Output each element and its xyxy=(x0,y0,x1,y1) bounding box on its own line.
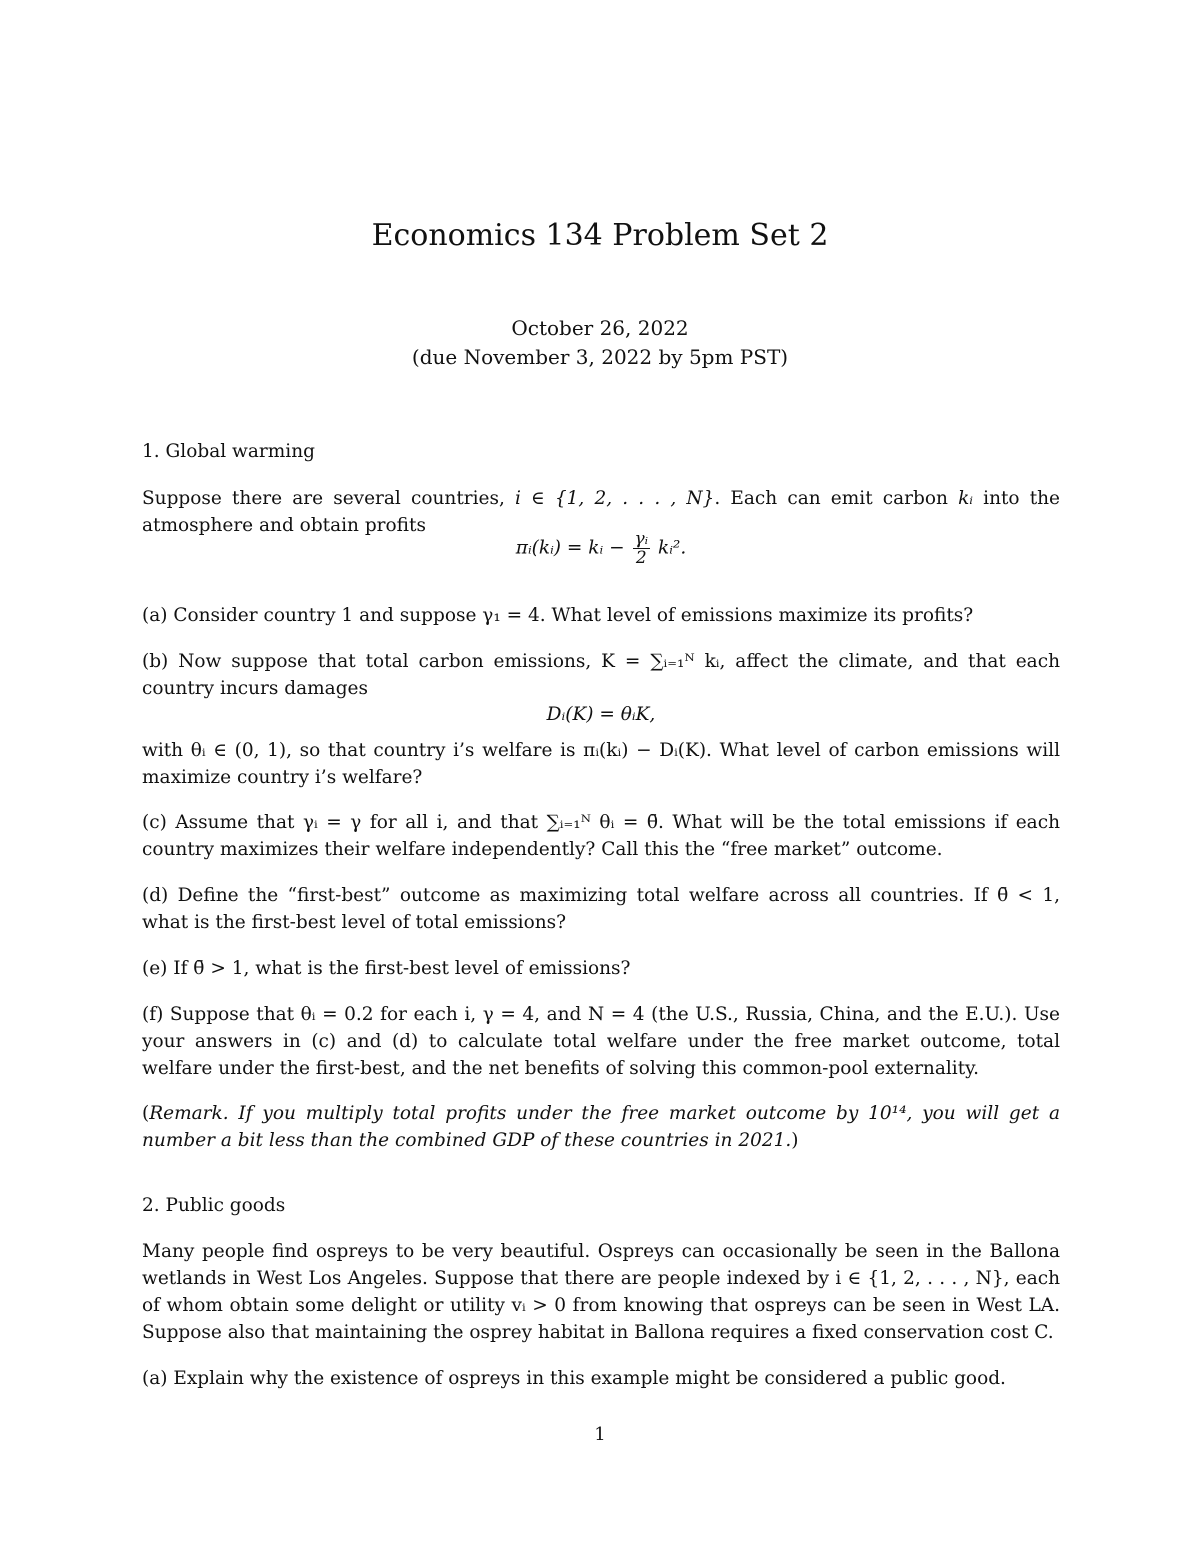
q1-part-b-text-1: (b) Now suppose that total carbon emissions, K = ∑ᵢ₌₁ᴺ kᵢ, affect the climate, and that each country incurs damages xyxy=(142,651,1060,699)
q1-part-a: (a) Consider country 1 and suppose γ₁ = 4. What level of emissions maximize its profits? xyxy=(142,605,974,626)
profit-fraction-num: γᵢ xyxy=(634,529,649,549)
q1-part-f: (f) Suppose that θᵢ = 0.2 for each i, γ = 4, and N = 4 (the U.S., Russia, China, and the E.U.). Use your answers in (c) and (d) to calculate total welfare under the free market outcome, total welfare under the first-best, and the net benefits of solving this common-pool externality. xyxy=(142,1004,1060,1079)
q1-heading: 1. Global warming xyxy=(142,441,315,462)
q2-part-a: (a) Explain why the existence of ospreys in this example might be considered a public good. xyxy=(142,1368,1006,1389)
remark-open: ( xyxy=(142,1103,150,1124)
q1-part-e-block xyxy=(142,955,1060,982)
q1-intro-c: into the atmosphere and obtain profits xyxy=(142,488,1060,536)
q2-heading-block xyxy=(142,1192,1060,1219)
due-date: (due November 3, 2022 by 5pm PST) xyxy=(411,345,789,369)
remark-block xyxy=(142,1100,1060,1154)
profit-fraction-den: 2 xyxy=(635,548,647,568)
q1-part-d-block xyxy=(142,882,1060,936)
damage-equation: Dᵢ(K) = θᵢK, xyxy=(546,704,656,725)
document-title: Economics 134 Problem Set 2 xyxy=(371,218,829,253)
q2-intro: Many people find ospreys to be very beautiful. Ospreys can occasionally be seen in the Ballona wetlands in West Los Angeles. Suppose that there are people indexed by i ∈ {1, 2, . . . , N}, each of whom obtain some delight or utility vᵢ > 0 from knowing that ospreys can be seen in West LA. Suppose also that maintaining the osprey habitat in Ballona requires a fixed conservation cost C. xyxy=(142,1241,1060,1343)
q1-heading-block xyxy=(142,438,1060,465)
remark-label: Remark. xyxy=(149,1103,229,1124)
remark-close: ) xyxy=(791,1130,799,1151)
profit-rhs: kᵢ². xyxy=(657,537,687,559)
remark xyxy=(142,1100,1060,1154)
q1-part-c: (c) Assume that γᵢ = γ for all i, and that ∑ᵢ₌₁ᴺ θᵢ = θ̄. What will be the total emissions if each country maximizes their welfare independently? Call this the “free market” outcome. xyxy=(142,812,1060,860)
page-number: 1 xyxy=(594,1424,606,1445)
profit-equation xyxy=(142,530,1060,567)
q2-intro-block xyxy=(142,1238,1060,1346)
document-dates xyxy=(0,314,1200,372)
q2-part-a-block xyxy=(142,1365,1060,1392)
issue-date: October 26, 2022 xyxy=(511,316,689,340)
q1-intro-b: . Each can emit carbon xyxy=(714,488,959,509)
q1-part-e: (e) If θ̄ > 1, what is the first-best level of emissions? xyxy=(142,958,631,979)
remark-text: If you multiply total profits under the free market outcome by 10¹⁴, you will get a number a bit less than the combined GDP of these countries in 2021. xyxy=(142,1103,1060,1151)
q2-heading: 2. Public goods xyxy=(142,1195,286,1216)
q1-part-c-block xyxy=(142,809,1060,863)
q1-part-a-block xyxy=(142,602,1060,629)
q1-intro-k: kᵢ xyxy=(958,488,973,509)
q1-part-f-block xyxy=(142,1001,1060,1082)
q1-part-b-text-2: with θᵢ ∈ (0, 1), so that country i’s welfare is πᵢ(kᵢ) − Dᵢ(K). What level of carbon emissions will maximize country i’s welfare? xyxy=(142,740,1060,788)
damage-equation-block xyxy=(142,701,1060,728)
q1-intro-set: i ∈ {1, 2, . . . , N} xyxy=(514,488,715,509)
q1-intro-a: Suppose there are several countries, xyxy=(142,488,515,509)
profit-fraction xyxy=(633,530,651,567)
q1-part-d: (d) Define the “first-best” outcome as maximizing total welfare across all countries. If θ̄ < 1, what is the first-best level of total emissions? xyxy=(142,885,1060,933)
profit-equation-block xyxy=(142,530,1060,567)
profit-lhs: πᵢ(kᵢ) = kᵢ − xyxy=(515,537,625,559)
q1-part-b2-block xyxy=(142,737,1060,791)
q1-part-b-block xyxy=(142,648,1060,702)
